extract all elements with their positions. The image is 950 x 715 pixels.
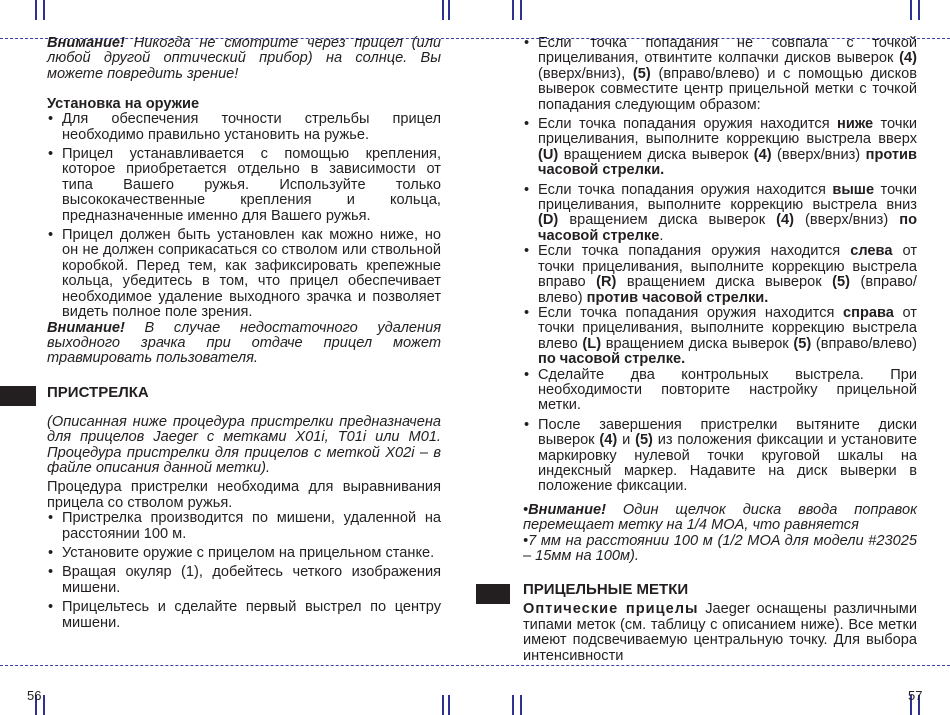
crop-mark: [512, 695, 514, 715]
list-item: • Прицельтесь и сделайте первый выстрел по центру мишени.: [47, 600, 441, 631]
list-item: • Если точка попадания оружия находится слева от точки прицеливания, выполните коррекцию выстрела вправо (R) вращением диска выверок (5) (вправо/влево) против часовой стрелки.: [523, 244, 917, 306]
section-title-reticles: ПРИЦЕЛЬНЫЕ МЕТКИ: [523, 581, 689, 599]
crop-mark: [442, 0, 444, 20]
warning-text: Никогда не смотрите через прицел (или любой другой оптический прибор) на солнце. Вы можете повредить зрение!: [47, 35, 441, 82]
warning-label: Внимание!: [47, 35, 125, 51]
list-item: • Прицел должен быть установлен как можно ниже, но он не должен соприкасаться со стволом или ствольной коробкой. Перед тем, как зафиксировать крепежные кольца, убедитесь в том, что прицел обеспечивает необходимое удаление выходного зрачка и позволяет видеть полное поле зрения.: [47, 228, 441, 320]
crop-mark: [448, 0, 450, 20]
list-item: • Пристрелка производится по мишени, удаленной на расстоянии 100 м.: [47, 511, 441, 542]
warning-eye-damage: [47, 36, 441, 82]
guide-line-bottom: [0, 665, 950, 666]
zeroing-intro: Процедура пристрелки необходима для выравнивания прицела со стволом ружья.: [47, 479, 441, 511]
crop-mark: [35, 0, 37, 20]
crop-mark: [520, 695, 522, 715]
list-item: • Установите оружие с прицелом на прицельном станке.: [47, 546, 441, 561]
warning-label: Внимание!: [528, 501, 606, 518]
crop-mark: [43, 695, 45, 715]
list-item: • Сделайте два контрольных выстрела. При необходимости повторите настройку прицельной метки.: [523, 368, 917, 414]
crop-mark: [43, 0, 45, 20]
page-number-left: 56: [27, 688, 42, 703]
list-item: • Если точка попадания не совпала с точкой прицеливания, отвинтите колпачки дисков выверок (4) (вверх/вниз), (5) (вправо/влево) и с помощью дисков выверок совместите центр прицельной метки с точкой попадания следующим образом:: [523, 36, 917, 113]
list-item: • Прицел устанавливается с помощью крепления, которое приобретается отдельно в зависимости от типа Вашего ружья. Используйте только высококачественные крепления и кольца, предназначенные именно для Вашего ружья.: [47, 147, 441, 224]
page-number-right: 57: [908, 688, 923, 703]
crop-mark: [448, 695, 450, 715]
list-item: • После завершения пристрелки вытяните диски выверок (4) и (5) из положения фиксации и установите маркировку нулевой точки круговой шкалы на индексный маркер. Надавите на диск выверки в положение фиксации.: [523, 418, 917, 495]
warning-text: Один щелчок диска ввода поправок перемещает метку на 1/4 MOA, что равняется: [523, 501, 917, 534]
section-title-zeroing: ПРИСТРЕЛКА: [47, 383, 149, 401]
warning-click-value-line2: •7 мм на расстоянии 100 м (1/2 MOA для модели #23025 – 15мм на 100м).: [523, 532, 917, 564]
section-heading-mounting: Установка на оружие: [47, 96, 200, 113]
warning-click-value: •Внимание! Один щелчок диска ввода поправок перемещает метку на 1/4 MOA, что равняется: [523, 501, 917, 534]
section-tab-marker: [0, 386, 36, 406]
warning-label: Внимание!: [47, 319, 125, 336]
list-item: • Если точка попадания оружия находится выше точки прицеливания, выполните коррекцию выстрела вниз (D) вращением диска выверок (4) (вверх/вниз) по часовой стрелке.: [523, 183, 917, 245]
warning-eye-relief: [47, 321, 441, 367]
crop-mark: [918, 0, 920, 20]
crop-mark: [512, 0, 514, 20]
list-item: • Для обеспечения точности стрельбы прицел необходимо правильно установить на ружье.: [47, 112, 441, 143]
list-item: • Если точка попадания оружия находится справа от точки прицеливания, выполните коррекцию выстрела влево (L) вращением диска выверок (5) (вправо/влево) по часовой стрелке.: [523, 306, 917, 368]
list-item: • Вращая окуляр (1), добейтесь четкого изображения мишени.: [47, 565, 441, 596]
section-tab-marker: [476, 584, 510, 604]
right-page: [523, 36, 917, 664]
zeroing-note: (Описанная ниже процедура пристрелки предназначена для прицелов Jaeger с метками X01i, T01i или M01. Процедура пристрелки для прицелов с меткой X02i – в файле описания данной метки).: [47, 413, 441, 476]
crop-mark: [520, 0, 522, 20]
warning-text: В случае недостаточного удаления выходного зрачка при отдаче прицел может травмировать пользователя.: [47, 319, 441, 367]
crop-mark: [910, 0, 912, 20]
list-item: • Если точка попадания оружия находится ниже точки прицеливания, выполните коррекцию выстрела вверх (U) вращением диска выверок (4) (вверх/вниз) против часовой стрелки.: [523, 117, 917, 179]
left-page: [47, 36, 441, 631]
reticles-intro: Оптические прицелы Jaeger оснащены различными типами меток (см. таблицу с описанием ниже). Все метки имеют подсвечиваемую центральную точку. Для выбора интенсивности: [523, 601, 917, 664]
crop-mark: [442, 695, 444, 715]
